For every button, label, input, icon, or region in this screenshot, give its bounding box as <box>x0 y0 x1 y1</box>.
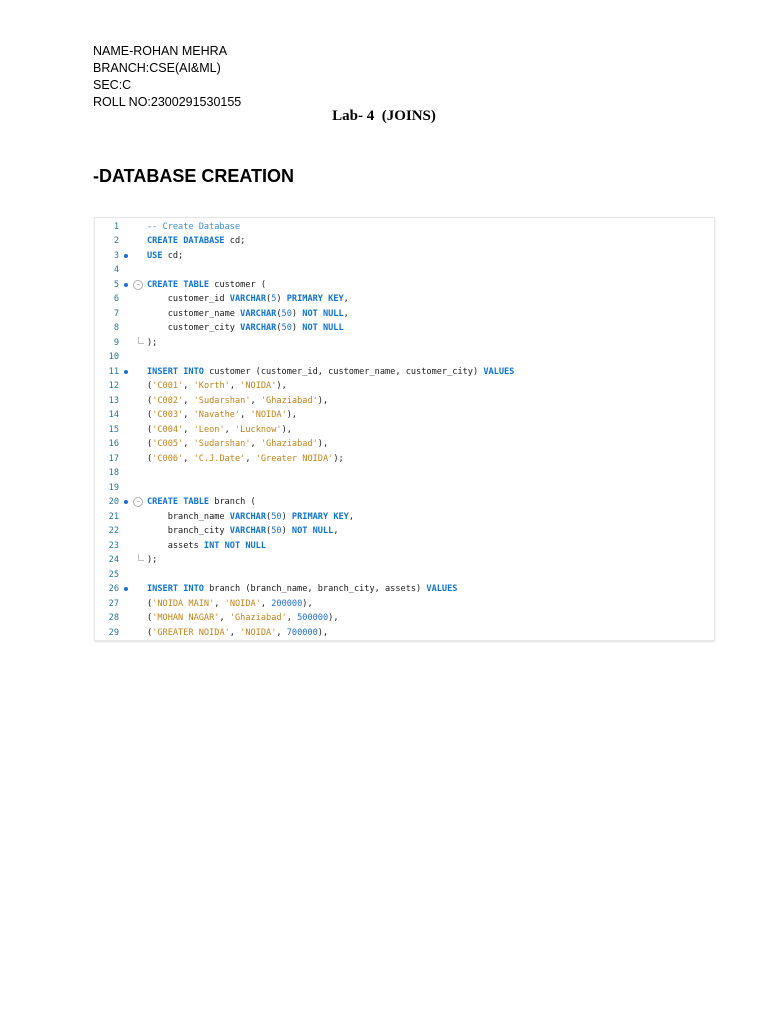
sql-text: , <box>343 308 349 319</box>
sql-string: 'C005' <box>152 439 184 449</box>
sql-text: , <box>214 598 225 609</box>
line-number: 14 <box>108 410 119 420</box>
sql-text: customer ( <box>209 279 267 290</box>
line-number: 5 <box>113 279 119 290</box>
sql-number: 50 <box>271 511 282 522</box>
sql-text: ) <box>276 294 287 304</box>
sql-keyword: CREATE TABLE <box>147 497 210 507</box>
sql-number: 50 <box>281 323 292 333</box>
sql-string: 'C002' <box>152 395 184 406</box>
code-line <box>95 582 714 597</box>
sql-text: branch ( <box>209 497 256 507</box>
sql-string: 'Navathe' <box>193 410 241 420</box>
breakpoint-dot-icon <box>124 283 128 287</box>
sql-keyword: USE <box>147 250 163 261</box>
code-line <box>95 437 714 452</box>
code-text <box>147 597 313 612</box>
sql-keyword: VALUES <box>426 584 458 594</box>
code-text <box>147 365 514 380</box>
sql-number: 500000 <box>297 613 329 623</box>
sql-text: ( <box>147 381 153 391</box>
sql-string: 'C003' <box>152 410 184 420</box>
sql-text: ) <box>281 526 292 536</box>
line-number: 18 <box>108 468 119 478</box>
code-line <box>95 249 714 264</box>
sql-text: ); <box>147 555 158 565</box>
code-line <box>95 423 714 438</box>
code-line <box>95 278 714 293</box>
sql-comment: -- Create Database <box>147 221 241 232</box>
sql-text: , <box>183 453 194 464</box>
sql-keyword: NOT NULL <box>291 526 334 536</box>
line-number: 23 <box>108 540 119 551</box>
sql-text: ( <box>147 410 153 420</box>
line-number: 15 <box>108 424 119 435</box>
code-line <box>95 394 714 409</box>
sql-text: ), <box>302 598 313 609</box>
line-number: 19 <box>108 482 119 493</box>
sql-string: 'NOIDA' <box>240 381 277 391</box>
sql-text: ( <box>266 511 272 522</box>
sql-string: 'NOIDA' <box>240 627 277 638</box>
sql-string: 'C.J.Date' <box>193 453 246 464</box>
sql-text: , <box>219 613 230 623</box>
code-text <box>147 249 183 264</box>
code-text <box>147 626 328 641</box>
sql-text: cd; <box>162 250 184 261</box>
sql-string: 'GREATER NOIDA' <box>152 627 230 638</box>
sql-text: customer_id <box>147 294 230 304</box>
line-number: 1 <box>113 221 119 232</box>
code-line <box>95 452 714 467</box>
line-number: 2 <box>113 236 119 246</box>
sql-text: ), <box>276 381 287 391</box>
breakpoint-dot-icon <box>124 370 128 374</box>
sql-string: 'Lucknow' <box>235 424 282 435</box>
sql-text: ) <box>291 308 303 319</box>
sql-text: , <box>245 453 256 464</box>
sql-number: 50 <box>271 526 282 536</box>
lab-title: Lab- 4 (JOINS) <box>332 108 436 124</box>
sql-text: ( <box>147 627 153 638</box>
sql-text: ( <box>276 308 282 319</box>
sql-string: 'C004' <box>152 424 184 435</box>
sql-keyword: VARCHAR <box>229 511 267 522</box>
sql-keyword: CREATE DATABASE <box>147 236 225 246</box>
line-number: 25 <box>108 569 119 580</box>
sql-string: 'NOIDA MAIN' <box>152 598 215 609</box>
sql-string: 'NOIDA' <box>250 410 287 420</box>
sql-text: , <box>343 294 349 304</box>
line-number: 12 <box>108 381 119 391</box>
sql-text: branch (branch_name, branch_city, assets) <box>203 584 427 594</box>
sql-text: , <box>183 410 194 420</box>
sql-keyword: PRIMARY KEY <box>286 294 344 304</box>
sql-string: 'NOIDA' <box>224 598 261 609</box>
code-text <box>147 423 292 438</box>
line-number: 27 <box>108 598 119 609</box>
code-text <box>147 510 354 525</box>
code-text <box>147 336 157 351</box>
line-number: 24 <box>108 555 119 565</box>
line-number: 13 <box>108 395 119 406</box>
sql-text: assets <box>147 540 204 551</box>
breakpoint-dot-icon <box>124 500 128 504</box>
code-text <box>147 278 266 293</box>
code-line <box>95 597 714 612</box>
sql-string: 'MOHAN NAGAR' <box>152 613 220 623</box>
breakpoint-dot-icon <box>124 254 128 258</box>
sql-text: ( <box>147 424 153 435</box>
line-number: 22 <box>108 526 119 536</box>
line-number: 8 <box>113 323 119 333</box>
line-number: 28 <box>108 613 119 623</box>
code-text <box>147 524 339 539</box>
sql-text: customer_name <box>147 308 241 319</box>
sql-keyword: CREATE TABLE <box>147 279 210 290</box>
sql-keyword: NOT NULL <box>302 323 344 333</box>
sql-text: branch_city <box>147 526 230 536</box>
sql-text: , <box>240 410 251 420</box>
sql-text: ( <box>266 526 272 536</box>
sql-keyword: VARCHAR <box>240 308 277 319</box>
code-text <box>147 292 349 307</box>
code-line <box>95 524 714 539</box>
breakpoint-dot-icon <box>124 587 128 591</box>
sql-text: ) <box>291 323 303 333</box>
code-line <box>95 379 714 394</box>
sql-string: 'C006' <box>152 453 184 464</box>
line-number: 9 <box>113 337 119 348</box>
sql-string: 'Ghaziabad' <box>229 613 287 623</box>
sql-text: branch_name <box>147 511 230 522</box>
sql-text: ), <box>317 627 329 638</box>
code-text <box>147 394 328 409</box>
code-line <box>95 292 714 307</box>
sql-keyword: INSERT INTO <box>147 366 204 377</box>
sql-keyword: VARCHAR <box>240 323 277 333</box>
sql-text: ( <box>147 453 153 464</box>
code-text <box>147 437 328 452</box>
line-number: 7 <box>113 308 119 319</box>
code-line <box>95 495 714 510</box>
code-text <box>147 553 157 568</box>
sql-text: ), <box>281 424 292 435</box>
code-line <box>95 408 714 423</box>
fold-collapse-icon[interactable]: − <box>133 280 143 290</box>
line-number: 10 <box>108 352 119 362</box>
sql-number: 700000 <box>286 627 318 638</box>
code-text <box>147 539 266 554</box>
student-name: NAME-ROHAN MEHRA <box>93 44 228 58</box>
line-number: 20 <box>108 497 119 507</box>
code-text <box>147 321 344 336</box>
sql-number: 200000 <box>271 598 303 609</box>
sql-text: cd; <box>224 236 246 246</box>
code-line <box>95 234 714 249</box>
sql-string: 'Korth' <box>193 381 230 391</box>
sql-text: , <box>276 627 287 638</box>
sql-text: , <box>183 439 194 449</box>
line-number: 4 <box>113 265 119 275</box>
sql-text: , <box>229 627 241 638</box>
sql-text: ( <box>276 323 282 333</box>
line-number: 29 <box>108 627 119 638</box>
code-line <box>95 336 714 351</box>
sql-text: ); <box>333 453 344 464</box>
code-line <box>95 466 714 481</box>
sql-keyword: VALUES <box>483 366 515 377</box>
sql-string: 'Sudarshan' <box>193 439 251 449</box>
sql-text: , <box>286 613 298 623</box>
fold-collapse-icon[interactable]: − <box>133 497 143 507</box>
code-text <box>147 408 297 423</box>
sql-keyword: VARCHAR <box>229 294 267 304</box>
code-line <box>95 220 714 235</box>
sql-text: , <box>250 395 261 406</box>
sql-text: ), <box>286 410 298 420</box>
sql-text: ( <box>266 294 272 304</box>
line-number: 26 <box>108 584 119 594</box>
sql-text: , <box>250 439 261 449</box>
student-info <box>93 43 241 111</box>
sql-text: ) <box>281 511 292 522</box>
sql-text: , <box>183 395 194 406</box>
sql-number: 50 <box>281 308 292 319</box>
sql-keyword: NOT NULL <box>302 308 344 319</box>
line-number: 17 <box>108 453 119 464</box>
code-line <box>95 611 714 626</box>
code-line <box>95 350 714 365</box>
sql-text: ), <box>317 439 329 449</box>
sql-string: 'C001' <box>152 381 184 391</box>
line-number: 11 <box>108 366 119 377</box>
sql-string: 'Leon' <box>193 424 225 435</box>
sql-text: , <box>260 598 272 609</box>
sql-string: 'Ghaziabad' <box>260 439 318 449</box>
sql-text: , <box>229 381 241 391</box>
sql-text: , <box>333 526 339 536</box>
line-number: 6 <box>113 294 119 304</box>
sql-text: , <box>183 424 194 435</box>
code-screenshot <box>94 217 715 641</box>
sql-text: , <box>348 511 355 522</box>
sql-keyword: INT NOT NULL <box>203 540 267 551</box>
sql-text: ), <box>328 613 339 623</box>
sql-text: customer (customer_id, customer_name, customer_city) <box>203 366 484 377</box>
code-text <box>147 495 256 510</box>
code-text <box>147 452 344 467</box>
line-number: 21 <box>108 511 119 522</box>
code-line <box>95 481 714 496</box>
sql-keyword: INSERT INTO <box>147 584 204 594</box>
line-number: 16 <box>108 439 119 449</box>
code-line <box>95 263 714 278</box>
code-line <box>95 553 714 568</box>
code-text <box>147 307 349 322</box>
sql-keyword: VARCHAR <box>229 526 267 536</box>
fold-end-icon <box>138 554 144 561</box>
sql-text: ( <box>147 395 153 406</box>
student-branch: BRANCH:CSE(AI&ML) <box>93 61 221 75</box>
code-text <box>147 234 245 249</box>
sql-text: , <box>224 424 235 435</box>
code-text <box>147 379 287 394</box>
sql-text: ( <box>147 598 153 609</box>
sql-number: 5 <box>271 294 277 304</box>
code-line <box>95 626 714 641</box>
code-line <box>95 568 714 583</box>
code-line <box>95 539 714 554</box>
sql-text: ( <box>147 613 153 623</box>
student-roll-number: ROLL NO:2300291530155 <box>93 95 242 109</box>
sql-text: ), <box>317 395 329 406</box>
sql-text: ); <box>147 337 158 348</box>
student-section: SEC:C <box>93 78 132 92</box>
sql-string: 'Sudarshan' <box>193 395 251 406</box>
sql-string: 'Greater NOIDA' <box>255 453 334 464</box>
code-text <box>147 582 457 597</box>
code-line <box>95 365 714 380</box>
code-line <box>95 510 714 525</box>
code-text <box>147 220 240 235</box>
sql-string: 'Ghaziabad' <box>260 395 318 406</box>
sql-text: , <box>183 381 194 391</box>
fold-end-icon <box>138 337 144 344</box>
code-line <box>95 321 714 336</box>
line-number: 3 <box>113 250 119 261</box>
sql-text: customer_city <box>147 323 241 333</box>
sql-text: ( <box>147 439 153 449</box>
section-heading: -DATABASE CREATION <box>93 166 294 186</box>
sql-keyword: PRIMARY KEY <box>291 511 349 522</box>
code-line <box>95 307 714 322</box>
code-text <box>147 611 339 626</box>
